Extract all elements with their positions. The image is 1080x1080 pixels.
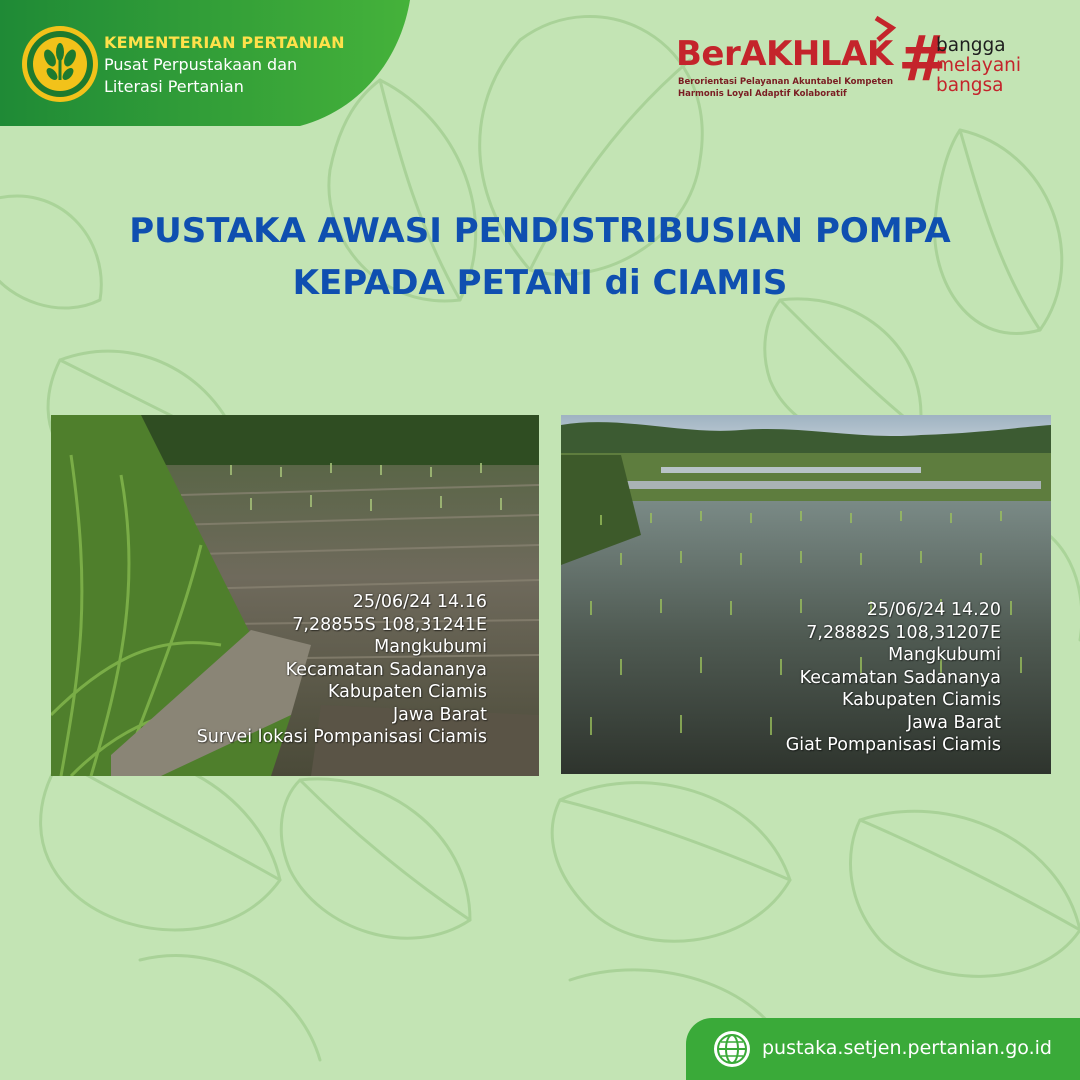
photo-province: Jawa Barat: [907, 712, 1001, 733]
page-title: [60, 205, 1020, 309]
footer-website-bar[interactable]: [686, 1018, 1080, 1080]
photo-coordinates: 7,28882S 108,31207E: [806, 622, 1001, 643]
berakhlak-word: BerAKHLAK: [676, 34, 893, 74]
ministry-text: [104, 32, 345, 98]
photo-district: Kecamatan Sadananya: [285, 659, 487, 680]
globe-icon: [712, 1029, 752, 1069]
kementan-logo: [20, 24, 100, 104]
photo-caption: Giat Pompanisasi Ciamis: [785, 735, 1001, 755]
photo-village: Mangkubumi: [374, 637, 487, 657]
photo-regency: Kabupaten Ciamis: [327, 682, 487, 702]
berakhlak-tagline: [678, 76, 893, 100]
title-line2: KEPADA PETANI di CIAMIS: [292, 263, 788, 303]
title-line1: PUSTAKA AWASI PENDISTRIBUSIAN POMPA: [129, 211, 951, 251]
hashtag-icon: #: [898, 22, 950, 95]
photo-timestamp: 25/06/24 14.20: [866, 600, 1001, 620]
unit-name-line1: Pusat Perpustakaan dan: [104, 55, 298, 74]
campaign-line2: melayani: [936, 55, 1022, 76]
photo-province: Jawa Barat: [393, 704, 487, 725]
photo-survey-location: [51, 415, 539, 776]
photo-caption: Survei lokasi Pompanisasi Ciamis: [196, 727, 487, 747]
bangga-melayani-bangsa-logo: [898, 22, 1058, 106]
photo-village: Mangkubumi: [888, 645, 1001, 665]
photo-pump-activity: [561, 415, 1051, 774]
photo-timestamp: 25/06/24 14.16: [352, 592, 487, 612]
ministry-header: [0, 0, 410, 128]
photo-regency: Kabupaten Ciamis: [841, 690, 1001, 710]
website-link[interactable]: pustaka.setjen.pertanian.go.id: [762, 1037, 1052, 1059]
campaign-text: [936, 36, 1021, 96]
geotag-stamp: [786, 599, 1001, 757]
geotag-stamp: [197, 591, 487, 749]
photo-coordinates: 7,28855S 108,31241E: [292, 614, 487, 635]
unit-name-line2: Literasi Pertanian: [104, 77, 244, 96]
berakhlak-tagline-line1: Berorientasi Pelayanan Akuntabel Kompeten: [678, 77, 894, 87]
campaign-line1: bangga: [936, 35, 1006, 56]
campaign-line3: bangsa: [936, 75, 1004, 96]
berakhlak-tagline-line2: Harmonis Loyal Adaptif Kolaboratif: [678, 89, 847, 99]
berakhlak-logo: [672, 24, 892, 104]
photo-district: Kecamatan Sadananya: [799, 667, 1001, 688]
ministry-name: KEMENTERIAN PERTANIAN: [104, 33, 345, 52]
